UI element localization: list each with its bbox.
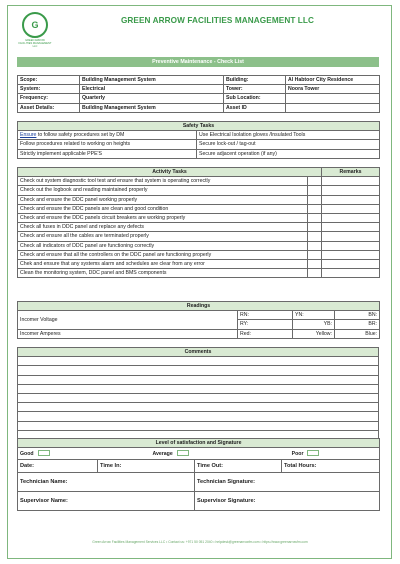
- comments-table: [17, 347, 379, 440]
- comment-line[interactable]: [18, 412, 379, 421]
- readings-table: [17, 301, 380, 339]
- info-row: [18, 76, 380, 85]
- incomer-voltage-label: Incomer Voltage: [18, 311, 238, 329]
- task-text: Check and ensure the DDC panels circuit breakers are working properly: [18, 213, 308, 222]
- task-row: [18, 195, 380, 204]
- signature-row: [18, 473, 380, 492]
- asset-id-value[interactable]: [286, 103, 380, 112]
- task-text: Check and ensure that all the controllers on the DDC panel are functioning properly: [18, 250, 308, 259]
- task-check[interactable]: [308, 195, 322, 204]
- task-row: [18, 250, 380, 259]
- task-text: Check all fuses in DDC panel and replace any defects: [18, 223, 308, 232]
- tower-value[interactable]: Noora Tower: [286, 85, 380, 94]
- task-text: Chek and ensure that any systems alarm and schedules are clear from any error: [18, 259, 308, 268]
- task-remark[interactable]: [322, 204, 380, 213]
- asset-id-label: Asset ID: [224, 103, 286, 112]
- scope-value[interactable]: Building Management System: [80, 76, 224, 85]
- comment-line[interactable]: [18, 421, 379, 430]
- task-row: [18, 269, 380, 278]
- comment-line[interactable]: [18, 375, 379, 384]
- task-remark[interactable]: [322, 213, 380, 222]
- reading-bn[interactable]: BN:: [335, 311, 380, 320]
- reading-rn[interactable]: RN:: [238, 311, 293, 320]
- satisfaction-row: [18, 448, 380, 460]
- reading-yellow[interactable]: Yellow:: [293, 329, 335, 338]
- task-remark[interactable]: [322, 259, 380, 268]
- good-label: Good: [20, 450, 34, 457]
- info-table: [17, 75, 380, 113]
- task-remark[interactable]: [322, 195, 380, 204]
- safety-task: Follow procedures related to working on heights: [18, 140, 197, 149]
- task-text: Check and ensure the DDC panel working properly: [18, 195, 308, 204]
- task-row: [18, 223, 380, 232]
- task-text: Check out the logbook and reading maintained properly: [18, 186, 308, 195]
- safety-row: [18, 149, 380, 158]
- task-check[interactable]: [308, 241, 322, 250]
- reading-yb[interactable]: YB:: [293, 320, 335, 329]
- reading-red[interactable]: Red:: [238, 329, 293, 338]
- task-row: [18, 186, 380, 195]
- task-check[interactable]: [308, 232, 322, 241]
- info-row: [18, 94, 380, 103]
- satisfaction-table: [17, 438, 380, 511]
- task-row: [18, 259, 380, 268]
- system-label: System:: [18, 85, 80, 94]
- comment-line[interactable]: [18, 357, 379, 366]
- poor-checkbox[interactable]: [307, 450, 319, 456]
- activity-title: Activity Tasks: [18, 168, 322, 177]
- safety-title: Safety Tasks: [18, 122, 380, 131]
- satisfaction-title: Level of satisfaction and Signature: [18, 439, 380, 448]
- task-row: [18, 232, 380, 241]
- average-checkbox[interactable]: [177, 450, 189, 456]
- safety-task: Use Electrical Isolation gloves /Insulated Tools: [197, 131, 380, 140]
- technician-signature-field[interactable]: Technician Signature:: [195, 473, 380, 492]
- safety-task: [18, 131, 197, 140]
- logo-caption: GREEN ARROW FACILITIES MANAGEMENT LLC: [18, 39, 52, 48]
- logo-mark: G: [22, 12, 48, 38]
- task-row: [18, 213, 380, 222]
- task-text: Check and ensure the DDC panels are clean and good condition: [18, 204, 308, 213]
- comment-line[interactable]: [18, 403, 379, 412]
- good-checkbox[interactable]: [38, 450, 50, 456]
- company-logo: [18, 12, 52, 48]
- task-check[interactable]: [308, 186, 322, 195]
- task-check[interactable]: [308, 269, 322, 278]
- task-text: Clean the monitoring system, DDC panel and BMS components: [18, 269, 308, 278]
- tower-label: Tower:: [224, 85, 286, 94]
- task-remark[interactable]: [322, 241, 380, 250]
- sublocation-label: Sub Location:: [224, 94, 286, 103]
- reading-row: [18, 329, 380, 338]
- reading-br[interactable]: BR:: [335, 320, 380, 329]
- technician-name-field[interactable]: Technician Name:: [18, 473, 195, 492]
- system-value[interactable]: Electrical: [80, 85, 224, 94]
- supervisor-name-field[interactable]: Supervisor Name:: [18, 492, 195, 511]
- reading-yn[interactable]: YN:: [293, 311, 335, 320]
- task-check[interactable]: [308, 213, 322, 222]
- company-name: GREEN ARROW FACILITIES MANAGEMENT LLC: [120, 16, 315, 25]
- signature-row: [18, 460, 380, 473]
- task-remark[interactable]: [322, 250, 380, 259]
- task-text: Check and ensure all the cables are terminated properly: [18, 232, 308, 241]
- frequency-label: Frequency:: [18, 94, 80, 103]
- frequency-value[interactable]: Quarterly: [80, 94, 224, 103]
- incomer-amperes-label: Incomer Amperes: [18, 329, 238, 338]
- task-remark[interactable]: [322, 269, 380, 278]
- poor-label: Poor: [291, 450, 304, 457]
- asset-details-label: Asset Details:: [18, 103, 80, 112]
- building-label: Building:: [224, 76, 286, 85]
- task-check[interactable]: [308, 204, 322, 213]
- task-row: [18, 241, 380, 250]
- comment-line[interactable]: [18, 384, 379, 393]
- activity-table: [17, 167, 380, 278]
- task-remark[interactable]: [322, 177, 380, 186]
- task-remark[interactable]: [322, 186, 380, 195]
- page-footer: Green Arrow Facilities Management Services LLC • Contact us: +971 50 051 2040 • helpdesk@greenarrowfm.com • https://www.greenarrowfm.com: [92, 540, 308, 544]
- reading-blue[interactable]: Blue:: [335, 329, 380, 338]
- comment-line[interactable]: [18, 366, 379, 375]
- asset-details-value[interactable]: Building Management System: [80, 103, 224, 112]
- task-check[interactable]: [308, 223, 322, 232]
- remarks-header: Remarks: [322, 168, 380, 177]
- info-row: [18, 103, 380, 112]
- comments-title: Comments: [18, 348, 379, 357]
- task-text: Check all indicators of DDC panel are functioning correctly: [18, 241, 308, 250]
- task-text: Check out system diagnostic tool test and ensure that system is operating correctly: [18, 177, 308, 186]
- task-remark[interactable]: [322, 232, 380, 241]
- reading-row: [18, 311, 380, 320]
- supervisor-signature-field[interactable]: Supervisor Signature:: [195, 492, 380, 511]
- time-in-field[interactable]: Time In:: [98, 460, 195, 473]
- task-remark[interactable]: [322, 223, 380, 232]
- time-out-field[interactable]: Time Out:: [195, 460, 282, 473]
- safety-task-prefix: Ensure: [20, 132, 37, 139]
- task-check[interactable]: [308, 177, 322, 186]
- safety-row: [18, 140, 380, 149]
- task-row: [18, 204, 380, 213]
- reading-ry[interactable]: RY:: [238, 320, 293, 329]
- safety-task: Strictly implement applicable PPE'S: [18, 149, 197, 158]
- task-check[interactable]: [308, 250, 322, 259]
- building-value[interactable]: Al Habtoor City Residence: [286, 76, 380, 85]
- form-title: Preventive Maintenance - Check List: [17, 57, 379, 67]
- scope-label: Scope:: [18, 76, 80, 85]
- readings-title: Readings: [18, 302, 380, 311]
- date-field[interactable]: Date:: [18, 460, 98, 473]
- task-row: [18, 177, 380, 186]
- safety-task: Secure lock-out / tag-out: [197, 140, 380, 149]
- safety-row: [18, 131, 380, 140]
- signature-row: [18, 492, 380, 511]
- average-label: Average: [152, 450, 173, 457]
- info-row: [18, 85, 380, 94]
- task-check[interactable]: [308, 259, 322, 268]
- safety-task: Secure adjacent operation (if any): [197, 149, 380, 158]
- total-hours-field[interactable]: Total Hours:: [282, 460, 380, 473]
- safety-table: [17, 121, 380, 159]
- safety-task-text: to follow safety procedures set by DM: [36, 132, 125, 139]
- comment-line[interactable]: [18, 393, 379, 402]
- sublocation-value[interactable]: [286, 94, 380, 103]
